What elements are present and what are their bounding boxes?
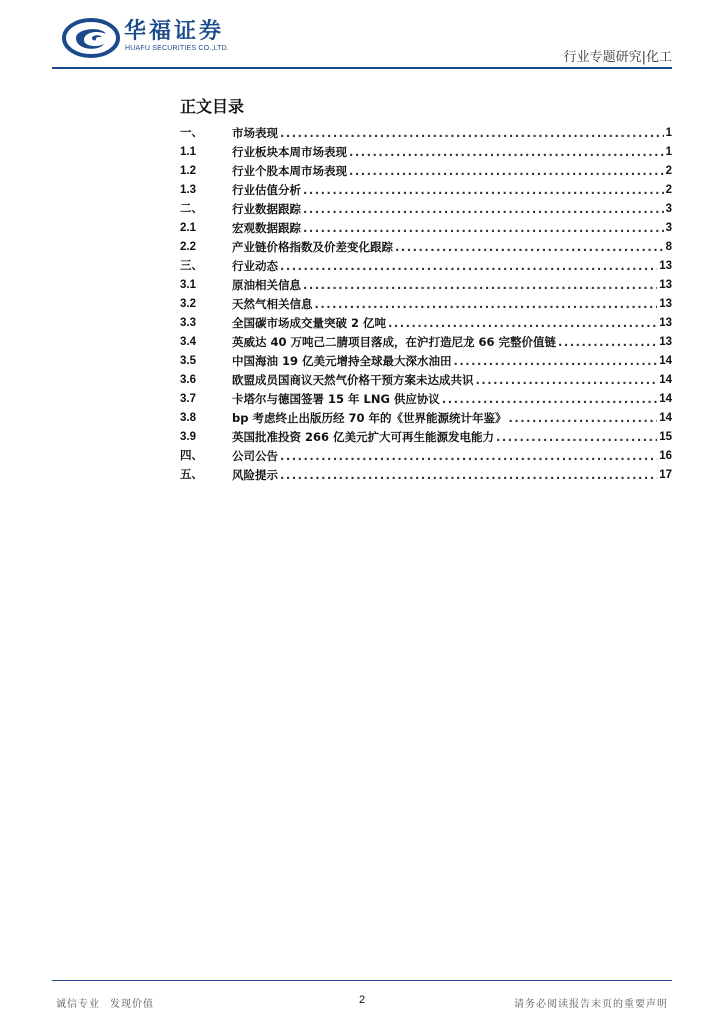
toc-dot-leader [349,162,664,181]
toc-entry[interactable] [180,238,672,257]
toc-entry-number: 2.2 [180,241,196,253]
page-header [0,0,724,72]
toc-dot-leader [558,333,657,352]
toc-entry-page: 1 [665,127,672,139]
page-number: 2 [358,994,366,1006]
toc-entry-title: 天然气相关信息 [232,297,313,311]
toc-entry-number: 3.2 [180,298,196,310]
toc-entry-title: 产业链价格指数及价差变化跟踪 [232,240,393,254]
toc-entry[interactable] [180,257,672,276]
footer-disclaimer: 请务必阅读报告末页的重要声明 [514,999,668,1010]
toc-dot-leader [442,390,657,409]
toc-entry-number: 三、 [180,260,203,272]
toc-dot-leader [349,143,664,162]
toc-entry-page: 17 [659,469,672,481]
toc-entry-number: 3.7 [180,393,196,405]
footer-divider [52,980,672,981]
toc-entry-title: bp 考虑终止出版历经 70 年的《世界能源统计年鉴》 [232,411,507,425]
toc-entry-number: 四、 [180,450,203,462]
toc-entry-number: 3.9 [180,431,196,443]
toc-entry[interactable] [180,276,672,295]
toc-entry-title: 卡塔尔与德国签署 15 年 LNG 供应协议 [232,392,440,406]
toc-entry[interactable] [180,162,672,181]
toc-entry[interactable] [180,181,672,200]
toc-entry-page: 14 [659,355,672,367]
toc-entry-number: 3.3 [180,317,196,329]
toc-entry[interactable] [180,200,672,219]
toc-dot-leader [303,219,664,238]
toc-entry[interactable] [180,219,672,238]
toc-entry[interactable] [180,333,672,352]
toc-dot-leader [454,352,658,371]
toc-entry-title: 欧盟成员国商议天然气价格干预方案未达成共识 [232,373,474,387]
toc-entry-title: 市场表现 [232,126,278,140]
toc-entry-number: 二、 [180,203,203,215]
toc-entry-page: 14 [659,374,672,386]
toc-entry-page: 3 [665,203,672,215]
toc-entry[interactable] [180,124,672,143]
toc-entry-page: 15 [659,431,672,443]
toc-entry-page: 2 [665,184,672,196]
toc-entry-title: 风险提示 [232,468,278,482]
toc-entry-title: 中国海油 19 亿美元增持全球最大深水油田 [232,354,452,368]
toc-entry-number: 2.1 [180,222,196,234]
toc-entry-page: 3 [665,222,672,234]
toc-entry-number: 一、 [180,127,203,139]
toc-entry-number: 1.2 [180,165,196,177]
footer-slogan-2: 发现价值 [110,999,154,1010]
toc-entry-title: 英国批准投资 266 亿美元扩大可再生能源发电能力 [232,430,495,444]
toc-entry-title: 行业数据跟踪 [232,202,301,216]
toc-entry-page: 13 [659,260,672,272]
toc-dot-leader [395,238,664,257]
toc-entry-page: 2 [665,165,672,177]
toc-dot-leader [280,447,657,466]
toc-entry[interactable] [180,409,672,428]
toc-dot-leader [303,276,657,295]
toc-entry-title: 全国碳市场成交量突破 2 亿吨 [232,316,387,330]
toc-entry-number: 3.1 [180,279,196,291]
toc-entry-title: 公司公告 [232,449,278,463]
toc-entry-title: 原油相关信息 [232,278,301,292]
toc-entry[interactable] [180,295,672,314]
toc-entry-page: 13 [659,317,672,329]
footer-slogan-1: 诚信专业 [56,999,100,1010]
toc-entry-page: 13 [659,279,672,291]
toc-entry[interactable] [180,352,672,371]
toc-entry-title: 英威达 40 万吨己二腈项目落成，在沪打造尼龙 66 完整价值链 [232,335,557,349]
toc-entry-number: 3.4 [180,336,196,348]
company-logo [62,18,242,58]
toc-entry[interactable] [180,428,672,447]
toc-entry-number: 1.1 [180,146,196,158]
toc-entry[interactable] [180,447,672,466]
huafu-logo-icon [62,18,120,58]
report-type: 行业专题研究|化工 [563,50,672,65]
toc-entry[interactable] [180,371,672,390]
toc-dot-leader [508,409,657,428]
logo-english-name: HUAFU SECURITIES CO.,LTD. [125,45,230,52]
toc-entry[interactable] [180,466,672,485]
toc-entry-title: 行业个股本周市场表现 [232,164,347,178]
toc-entry-number: 1.3 [180,184,196,196]
toc-dot-leader [303,200,664,219]
toc-dot-leader [388,314,657,333]
toc-title: 正文目录 [180,97,245,116]
toc-entry-title: 行业估值分析 [232,183,301,197]
toc-dot-leader [280,466,657,485]
table-of-contents [180,124,672,485]
toc-entry-page: 14 [659,412,672,424]
toc-dot-leader [315,295,658,314]
toc-entry-number: 3.5 [180,355,196,367]
toc-entry-page: 13 [659,298,672,310]
toc-dot-leader [496,428,657,447]
toc-entry[interactable] [180,143,672,162]
toc-entry-page: 8 [665,241,672,253]
logo-chinese-name: 华福证券 [124,18,225,44]
header-divider [52,67,672,69]
toc-dot-leader [303,181,664,200]
toc-entry-title: 宏观数据跟踪 [232,221,301,235]
toc-entry[interactable] [180,314,672,333]
toc-entry-page: 16 [659,450,672,462]
toc-entry-title: 行业板块本周市场表现 [232,145,347,159]
toc-entry-page: 1 [665,146,672,158]
toc-dot-leader [280,257,657,276]
toc-dot-leader [280,124,664,143]
toc-entry-number: 3.6 [180,374,196,386]
toc-entry-title: 行业动态 [232,259,278,273]
toc-entry-page: 14 [659,393,672,405]
toc-dot-leader [476,371,658,390]
footer-slogan [56,995,154,1010]
toc-entry-page: 13 [659,336,672,348]
toc-entry-number: 五、 [180,469,203,481]
toc-entry-number: 3.8 [180,412,196,424]
toc-entry[interactable] [180,390,672,409]
